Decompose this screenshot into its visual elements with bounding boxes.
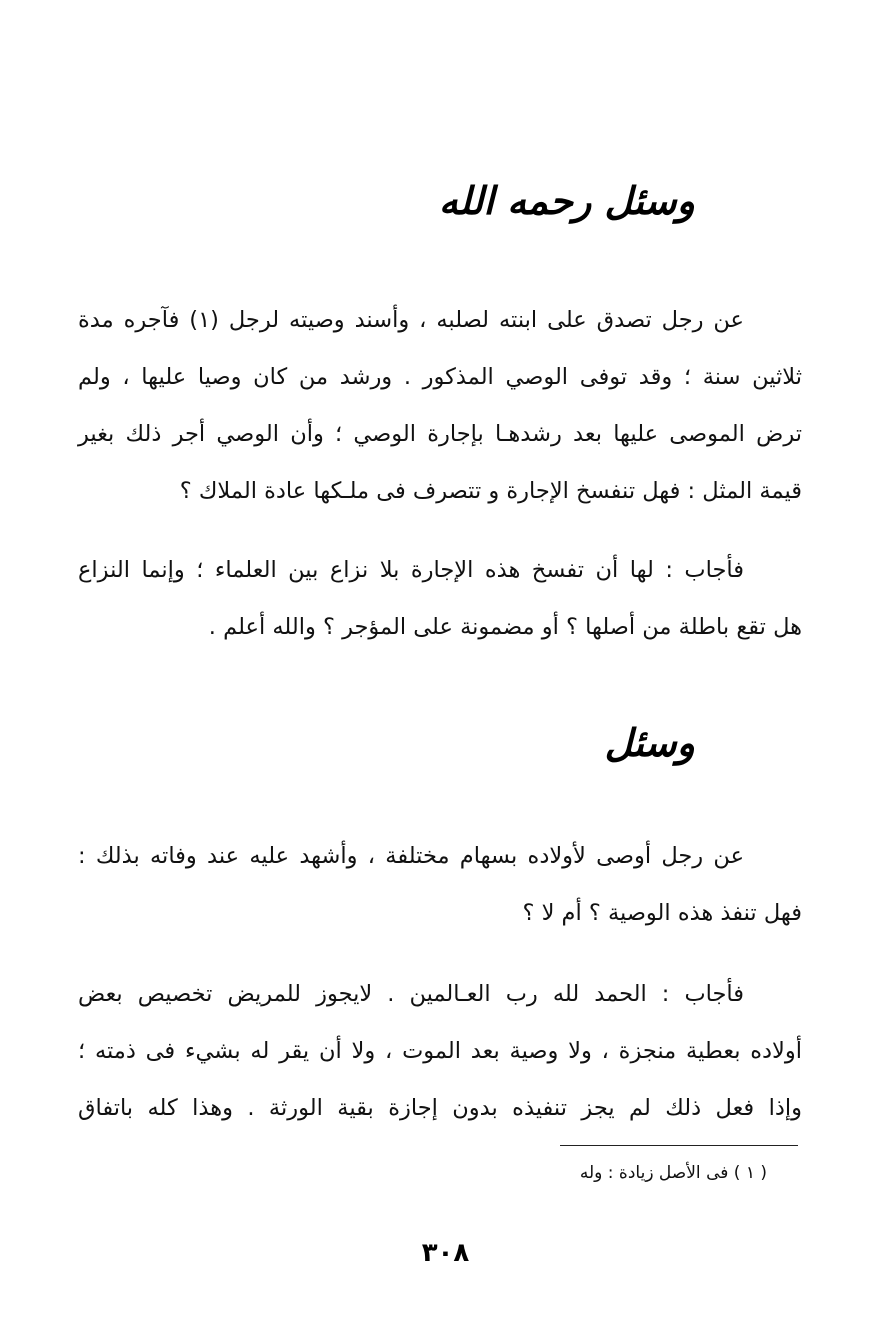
section-2-heading: وسئل <box>604 720 695 765</box>
text-line: قيمة المثل : فهل تنفسخ الإجارة و تتصرف فى ملـكها عادة الملاك ؟ <box>179 478 802 504</box>
footnote-divider <box>560 1145 798 1146</box>
section-2-question <box>78 828 802 942</box>
text-line: وإذا فعل ذلك لم يجز تنفيذه بدون إجازة بقية الورثة . وهذا كله باتفاق <box>78 1095 802 1121</box>
text-line: عن رجل أوصى لأولاده بسهام مختلفة ، وأشهد عليه عند وفاته بذلك : <box>78 843 744 869</box>
section-1-question <box>78 292 802 520</box>
section-1-answer <box>78 542 802 656</box>
text-line: هل تقع باطلة من أصلها ؟ أو مضمونة على المؤجر ؟ والله أعلم . <box>208 614 802 640</box>
text-line: فأجاب : لها أن تفسخ هذه الإجارة بلا نزاع بين العلماء ؛ وإنما النزاع <box>78 557 744 583</box>
page-number: ٣٠٨ <box>421 1238 470 1268</box>
footnote: ( ١ ) فى الأصل زيادة : وله <box>579 1163 767 1183</box>
section-1-heading: وسئل رحمه الله <box>438 178 695 223</box>
text-line: عن رجل تصدق على ابنته لصلبه ، وأسند وصيته لرجل (١) فآجره مدة <box>78 307 744 333</box>
text-line: فهل تنفذ هذه الوصية ؟ أم لا ؟ <box>522 900 802 926</box>
section-2-answer <box>78 966 802 1137</box>
text-line: فأجاب : الحمد لله رب العـالمين . لايجوز للمريض تخصيص بعض <box>78 981 744 1007</box>
text-line: أولاده بعطية منجزة ، ولا وصية بعد الموت ، ولا أن يقر له بشيء فى ذمته ؛ <box>78 1038 802 1064</box>
text-line: ثلاثين سنة ؛ وقد توفى الوصي المذكور . ورشد من كان وصيا عليها ، ولم <box>78 364 802 390</box>
text-line: ترض الموصى عليها بعد رشدهـا بإجارة الوصي ؛ وأن الوصي أجر ذلك بغير <box>78 421 802 447</box>
